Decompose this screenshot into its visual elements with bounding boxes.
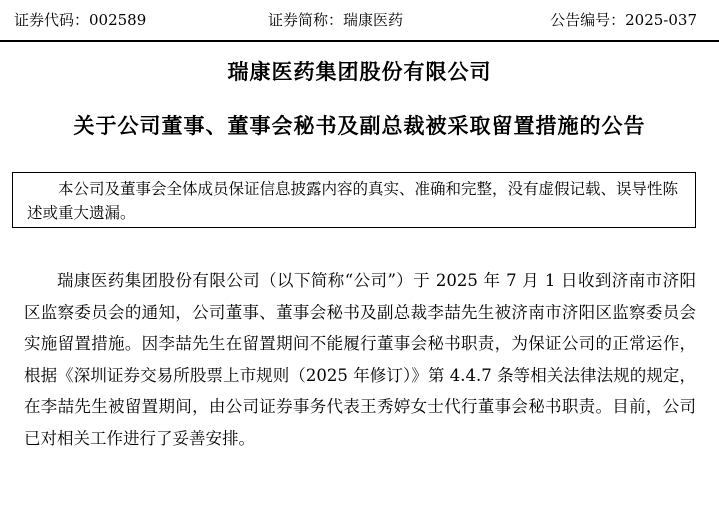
- company-title: 瑞康医药集团股份有限公司: [227, 59, 492, 84]
- announcement-body: [24, 265, 696, 454]
- stock-name: 证券简称：瑞康医药: [268, 11, 404, 29]
- disclosure-notice-box: [12, 172, 696, 228]
- body-paragraph: 瑞康医药集团股份有限公司（以下简称“公司”）于 2025 年 7 月 1 日收到济南市济阳区监察委员会的通知，公司董事、董事会秘书及副总裁李喆先生被济南市济阳区监察委员会实施留置措施。因李喆先生在留置期间不能履行董事会秘书职责，为保证公司的正常运作，根据《深圳证券交易所股票上市规则（2025 年修订）》第 4.4.7 条等相关法律法规的规定，在李喆先生被留置期间，由公司证券事务代表王秀婷女士代行董事会秘书职责。目前，公司已对相关工作进行了妥善安排。: [24, 271, 696, 448]
- announcement-title: 关于公司董事、董事会秘书及副总裁被采取留置措施的公告: [73, 113, 646, 138]
- document-header: [0, 0, 719, 40]
- disclosure-notice-text: 本公司及董事会全体成员保证信息披露内容的真实、准确和完整，没有虚假记载、误导性陈述或重大遗漏。: [27, 180, 679, 222]
- header-divider: [0, 40, 719, 42]
- announcement-number: 公告编号：2025-037: [550, 11, 697, 29]
- stock-code: 证券代码：002589: [14, 11, 147, 29]
